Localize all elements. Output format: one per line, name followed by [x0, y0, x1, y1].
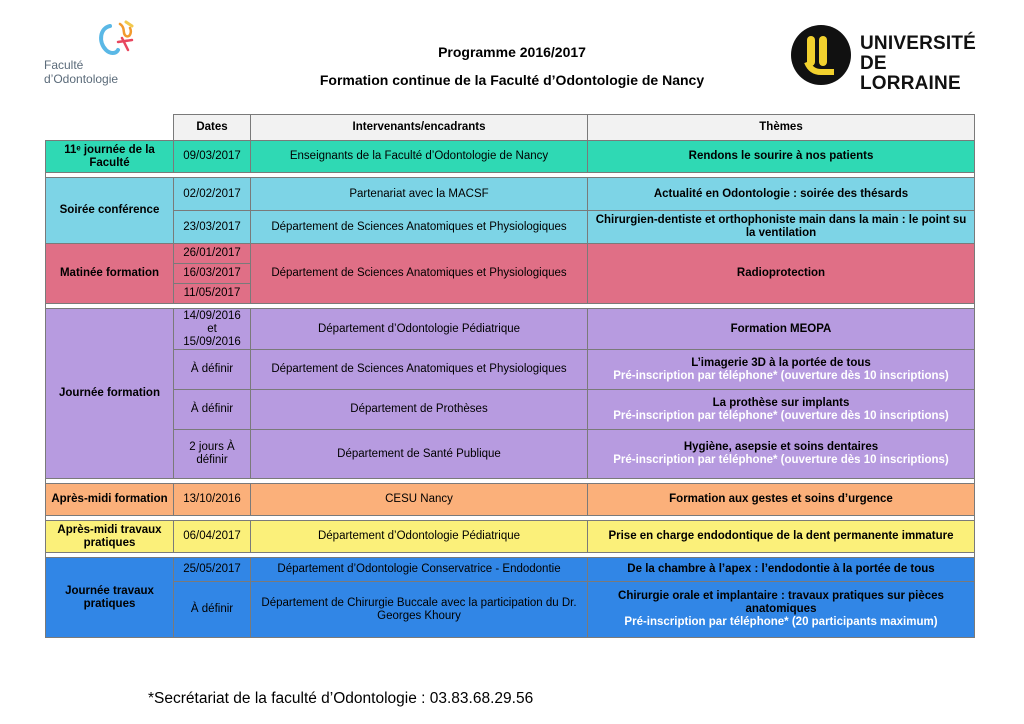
speaker-cell: Département de Sciences Anatomiques et Physiologiques: [251, 244, 588, 304]
speaker-cell: CESU Nancy: [251, 484, 588, 516]
dates-cell: 26/01/2017: [174, 244, 251, 264]
dates-cell: À définir: [174, 582, 251, 638]
dates-cell: À définir: [174, 390, 251, 430]
table-row: [46, 558, 975, 582]
column-header-speakers: Intervenants/encadrants: [251, 115, 588, 141]
theme-title: Hygiène, asepsie et soins dentaires: [683, 441, 879, 453]
dates-cell: 16/03/2017: [174, 264, 251, 284]
table-row: [46, 211, 975, 244]
dates-cell: 14/09/2016 et 15/09/2016: [174, 309, 251, 350]
faculty-logo-mark: [96, 20, 144, 60]
faculty-name-line1: Faculté: [44, 58, 84, 72]
table-row: [46, 390, 975, 430]
theme-cell: De la chambre à l’apex : l’endodontie à la portée de tous: [588, 558, 975, 582]
speaker-cell: Enseignants de la Faculté d’Odontologie de Nancy: [251, 141, 588, 173]
speaker-cell: Département d’Odontologie Conservatrice - Endodontie: [251, 558, 588, 582]
category-cell: Après-midi formation: [46, 484, 174, 516]
faculty-name: [44, 58, 118, 86]
theme-title: L’imagerie 3D à la portée de tous: [691, 356, 871, 369]
table-row: [46, 430, 975, 479]
theme-cell: Radioprotection: [588, 244, 975, 304]
table-header-row: [46, 115, 975, 141]
theme-cell: Prise en charge endodontique de la dent permanente immature: [588, 521, 975, 553]
speaker-cell: Partenariat avec la MACSF: [251, 178, 588, 211]
dates-cell: 02/02/2017: [174, 178, 251, 211]
theme-cell: Formation MEOPA: [588, 309, 975, 350]
theme-cell: Actualité en Odontologie : soirée des thésards: [588, 178, 975, 211]
preinscription-note: Pré-inscription par téléphone* (20 participants maximum): [624, 616, 938, 628]
university-name-line2: DE LORRAINE: [860, 53, 961, 94]
table-row: [46, 141, 975, 173]
theme-title: La prothèse sur implants: [712, 396, 850, 409]
university-name-line1: UNIVERSITÉ: [860, 33, 977, 54]
preinscription-note: Pré-inscription par téléphone* (ouverture dès 10 inscriptions): [613, 454, 949, 466]
dates-cell: 23/03/2017: [174, 211, 251, 244]
program-table: [45, 114, 975, 638]
preinscription-note: Pré-inscription par téléphone* (ouverture dès 10 inscriptions): [613, 409, 949, 422]
dates-cell: 09/03/2017: [174, 141, 251, 173]
dates-cell: 25/05/2017: [174, 558, 251, 582]
theme-cell: [588, 390, 975, 430]
table-row: [46, 178, 975, 211]
university-name: [860, 34, 990, 94]
faculty-name-line2: d’Odontologie: [44, 72, 119, 86]
speaker-cell: Département de Sciences Anatomiques et Physiologiques: [251, 350, 588, 390]
speaker-cell: Département de Santé Publique: [251, 430, 588, 479]
category-cell: Journée travaux pratiques: [46, 558, 174, 638]
theme-title: Chirurgie orale et implantaire : travaux pratiques sur pièces anatomiques: [618, 590, 944, 615]
table-row: [46, 582, 975, 638]
header-blank-cell: [46, 115, 174, 141]
table-row: [46, 521, 975, 553]
dates-cell: 13/10/2016: [174, 484, 251, 516]
table-row: [46, 309, 975, 350]
category-cell: Journée formation: [46, 309, 174, 479]
theme-cell: Formation aux gestes et soins d’urgence: [588, 484, 975, 516]
category-cell: Matinée formation: [46, 244, 174, 304]
page-subtitle: Formation continue de la Faculté d’Odontologie de Nancy: [319, 72, 705, 88]
speaker-cell: Département d’Odontologie Pédiatrique: [251, 309, 588, 350]
speaker-cell: Département de Sciences Anatomiques et Physiologiques: [251, 211, 588, 244]
category-cell: Soirée conférence: [46, 178, 174, 244]
theme-cell: [588, 582, 975, 638]
theme-cell: Chirurgien-dentiste et orthophoniste main dans la main : le point su la ventilation: [588, 211, 975, 244]
table-row: [46, 484, 975, 516]
dates-cell: 06/04/2017: [174, 521, 251, 553]
theme-cell: [588, 350, 975, 390]
preinscription-note: Pré-inscription par téléphone* (ouverture dès 10 inscriptions): [613, 369, 949, 382]
column-header-dates: Dates: [174, 115, 251, 141]
theme-cell: [588, 430, 975, 479]
dates-cell: [174, 430, 251, 479]
dates-cell: À définir: [174, 350, 251, 390]
table-row: [46, 350, 975, 390]
faculty-logo: [44, 20, 154, 92]
speaker-cell: Département d’Odontologie Pédiatrique: [251, 521, 588, 553]
speaker-cell: Département de Prothèses: [251, 390, 588, 430]
page-title: Programme 2016/2017: [438, 44, 586, 60]
dates-line: 2 jours À définir: [189, 441, 235, 466]
column-header-themes: Thèmes: [588, 115, 975, 141]
table-row: [46, 244, 975, 264]
footer-secretariat: *Secrétariat de la faculté d’Odontologie : 03.83.68.29.56: [148, 690, 534, 707]
category-cell: 11ᵉ journée de la Faculté: [46, 141, 174, 173]
dates-cell: 11/05/2017: [174, 284, 251, 304]
theme-cell: Rendons le sourire à nos patients: [588, 141, 975, 173]
speaker-cell: Département de Chirurgie Buccale avec la participation du Dr. Georges Khoury: [251, 582, 588, 638]
category-cell: Après-midi travaux pratiques: [46, 521, 174, 553]
